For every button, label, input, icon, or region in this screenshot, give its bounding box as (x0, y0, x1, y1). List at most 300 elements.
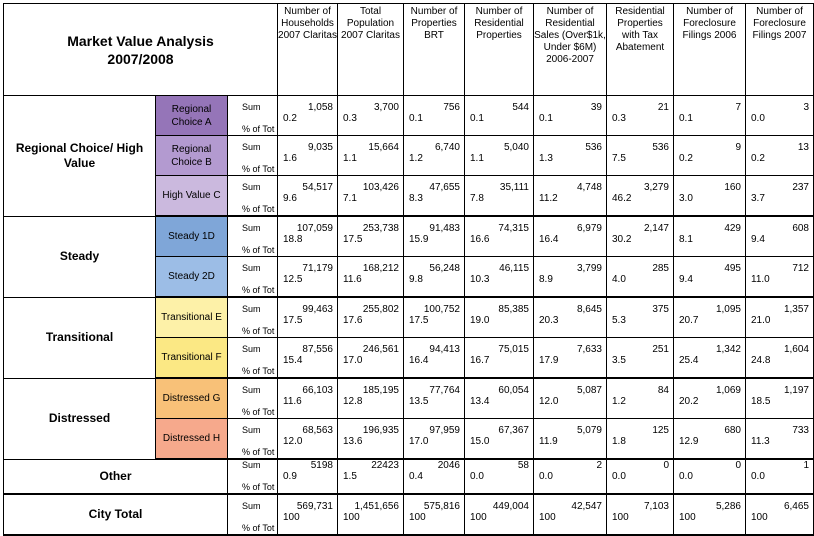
sum-value: 4,748 (576, 182, 602, 193)
pct-value: 1.8 (612, 436, 626, 447)
col-header-properties: Number of Properties BRT (404, 4, 465, 96)
sum-value: 75,015 (498, 344, 529, 355)
sum-value: 6,979 (576, 223, 602, 234)
sum-label: Sum (242, 425, 261, 435)
value-cell (404, 297, 465, 338)
title-line-1: Market Value Analysis (67, 32, 214, 49)
pct-value: 17.5 (283, 315, 303, 326)
sum-label: Sum (242, 385, 261, 395)
market-type-label: Steady 1D (156, 216, 228, 257)
sum-value: 0 (663, 460, 669, 471)
sum-value: 196,935 (362, 425, 399, 436)
sum-value: 94,413 (429, 344, 460, 355)
pct-value: 7.5 (612, 153, 626, 164)
value-cell (465, 338, 534, 379)
pct-value: 16.6 (470, 234, 490, 245)
measure-label (228, 216, 278, 257)
sum-value: 1,342 (715, 344, 741, 355)
pct-value: 20.7 (679, 315, 699, 326)
value-cell (278, 297, 338, 338)
value-cell (746, 257, 814, 298)
value-cell (534, 176, 607, 217)
value-cell (674, 338, 746, 379)
pct-label: % of Tot (242, 204, 275, 214)
table-row (4, 216, 814, 257)
sum-value: 2046 (437, 460, 460, 471)
sum-value: 6,740 (434, 142, 460, 153)
measure-label (228, 378, 278, 419)
sum-value: 160 (724, 182, 741, 193)
pct-value: 15.0 (470, 436, 490, 447)
group-label: Distressed (4, 378, 156, 459)
col-header-foreclosure-2007: Number of Foreclosure Filings 2007 (746, 4, 814, 96)
pct-value: 19.0 (470, 315, 490, 326)
value-cell (534, 216, 607, 257)
measure-label (228, 297, 278, 338)
pct-value: 11.3 (751, 436, 770, 447)
pct-value: 5.3 (612, 315, 626, 326)
sum-value: 495 (724, 263, 741, 274)
pct-value: 13.6 (343, 436, 363, 447)
sum-value: 39 (590, 102, 602, 113)
sum-value: 608 (792, 223, 809, 234)
group-label: Steady (4, 216, 156, 297)
pct-value: 0.0 (751, 113, 765, 124)
sum-value: 125 (652, 425, 669, 436)
value-cell (746, 216, 814, 257)
sum-value: 1,604 (783, 344, 809, 355)
sum-value: 7,633 (576, 344, 602, 355)
sum-value: 680 (724, 425, 741, 436)
value-cell (674, 176, 746, 217)
pct-value: 7.1 (343, 193, 357, 204)
sum-value: 1,069 (715, 385, 741, 396)
pct-value: 16.4 (409, 355, 429, 366)
pct-value: 100 (612, 512, 629, 523)
pct-value: 3.7 (751, 193, 765, 204)
sum-value: 544 (512, 102, 529, 113)
sum-value: 21 (657, 102, 669, 113)
sum-value: 9,035 (307, 142, 333, 153)
sum-value: 56,248 (429, 263, 460, 274)
pct-label: % of Tot (242, 245, 275, 255)
pct-value: 7.8 (470, 193, 484, 204)
sum-value: 1,197 (783, 385, 809, 396)
value-cell (278, 419, 338, 460)
sum-value: 168,212 (362, 263, 399, 274)
value-cell (607, 96, 674, 136)
sum-value: 42,547 (571, 501, 602, 512)
value-cell (338, 419, 404, 460)
value-cell (674, 297, 746, 338)
sum-value: 66,103 (302, 385, 333, 396)
sum-value: 285 (652, 263, 669, 274)
sum-value: 536 (585, 142, 602, 153)
value-cell (674, 419, 746, 460)
market-type-label: Transitional E (156, 297, 228, 338)
table-row (4, 378, 814, 419)
sum-value: 97,959 (429, 425, 460, 436)
value-cell (278, 338, 338, 379)
pct-label: % of Tot (242, 447, 275, 457)
pct-value: 100 (343, 512, 360, 523)
sum-value: 54,517 (302, 182, 333, 193)
sum-value: 107,059 (296, 223, 333, 234)
pct-value: 1.1 (470, 153, 484, 164)
measure-label (228, 136, 278, 176)
value-cell (746, 136, 814, 176)
value-cell (607, 257, 674, 298)
other-label: Other (4, 459, 228, 494)
pct-value: 25.4 (679, 355, 699, 366)
pct-value: 12.0 (539, 396, 559, 407)
pct-value: 17.5 (409, 315, 429, 326)
sum-value: 375 (652, 304, 669, 315)
pct-value: 9.4 (679, 274, 693, 285)
sum-value: 449,004 (492, 501, 529, 512)
sum-value: 756 (443, 102, 460, 113)
sum-value: 2 (596, 460, 602, 471)
value-cell (465, 297, 534, 338)
pct-value: 11.2 (539, 193, 558, 204)
title-line-2: 2007/2008 (107, 50, 174, 67)
value-cell (338, 494, 404, 535)
value-cell (278, 176, 338, 217)
pct-value: 3.5 (612, 355, 626, 366)
sum-label: Sum (242, 142, 261, 152)
table-row (4, 297, 814, 338)
sum-value: 246,561 (362, 344, 399, 355)
col-header-sales: Number of Residential Sales (Over$1k, Under $6M) 2006-2007 (534, 4, 607, 96)
sum-value: 77,764 (429, 385, 460, 396)
value-cell (607, 419, 674, 460)
pct-value: 17.6 (343, 315, 363, 326)
pct-value: 17.5 (343, 234, 363, 245)
value-cell (674, 136, 746, 176)
market-type-label: Distressed G (156, 378, 228, 419)
value-cell (607, 136, 674, 176)
sum-value: 91,483 (429, 223, 460, 234)
pct-value: 100 (470, 512, 487, 523)
value-cell (674, 96, 746, 136)
sum-value: 237 (792, 182, 809, 193)
value-cell (404, 257, 465, 298)
table-row (4, 96, 814, 136)
sum-value: 0 (735, 460, 741, 471)
pct-value: 100 (539, 512, 556, 523)
value-cell (534, 494, 607, 535)
pct-value: 1.1 (343, 153, 357, 164)
col-header-population: Total Population 2007 Claritas (338, 4, 404, 96)
measure-label (228, 176, 278, 217)
pct-value: 18.5 (751, 396, 771, 407)
value-cell (278, 459, 338, 494)
pct-label: % of Tot (242, 326, 275, 336)
value-cell (465, 459, 534, 494)
other-row (4, 459, 814, 494)
sum-value: 103,426 (362, 182, 399, 193)
sum-value: 7 (735, 102, 741, 113)
value-cell (278, 96, 338, 136)
value-cell (674, 494, 746, 535)
value-cell (534, 419, 607, 460)
pct-value: 30.2 (612, 234, 632, 245)
pct-value: 0.3 (343, 113, 357, 124)
value-cell (338, 216, 404, 257)
sum-value: 74,315 (498, 223, 529, 234)
market-type-label: Transitional F (156, 338, 228, 379)
sum-value: 13 (797, 142, 809, 153)
pct-value: 17.0 (409, 436, 429, 447)
pct-value: 1.5 (343, 471, 357, 482)
sum-value: 7,103 (643, 501, 669, 512)
value-cell (338, 378, 404, 419)
pct-value: 20.3 (539, 315, 559, 326)
sum-value: 1,451,656 (354, 501, 399, 512)
sum-value: 71,179 (302, 263, 333, 274)
value-cell (338, 257, 404, 298)
value-cell (404, 216, 465, 257)
sum-value: 185,195 (362, 385, 399, 396)
value-cell (465, 136, 534, 176)
sum-value: 1,058 (307, 102, 333, 113)
value-cell (404, 176, 465, 217)
measure-label (228, 459, 278, 494)
pct-value: 8.9 (539, 274, 553, 285)
sum-value: 46,115 (499, 263, 529, 274)
market-type-label: Regional Choice A (156, 96, 228, 136)
sum-value: 85,385 (498, 304, 529, 315)
sum-value: 67,367 (498, 425, 529, 436)
sum-value: 1 (803, 460, 809, 471)
table-title (4, 4, 278, 96)
pct-value: 9.4 (751, 234, 765, 245)
pct-value: 13.4 (470, 396, 490, 407)
value-cell (278, 216, 338, 257)
value-cell (607, 216, 674, 257)
market-type-label: Steady 2D (156, 257, 228, 298)
measure-label (228, 257, 278, 298)
value-cell (534, 257, 607, 298)
sum-label: Sum (242, 102, 261, 112)
sum-value: 35,111 (499, 182, 529, 193)
sum-value: 5,087 (576, 385, 602, 396)
col-header-abatement: Residential Properties with Tax Abatement (607, 4, 674, 96)
pct-value: 0.0 (751, 471, 765, 482)
pct-value: 0.9 (283, 471, 297, 482)
pct-value: 0.3 (612, 113, 626, 124)
sum-value: 253,738 (362, 223, 399, 234)
pct-value: 3.0 (679, 193, 693, 204)
sum-value: 2,147 (643, 223, 669, 234)
value-cell (338, 459, 404, 494)
pct-value: 0.2 (751, 153, 765, 164)
sum-value: 15,664 (368, 142, 399, 153)
sum-value: 251 (652, 344, 669, 355)
value-cell (465, 257, 534, 298)
pct-value: 0.0 (470, 471, 484, 482)
value-cell (534, 297, 607, 338)
pct-label: % of Tot (242, 124, 275, 134)
value-cell (404, 136, 465, 176)
value-cell (607, 494, 674, 535)
sum-value: 6,465 (783, 501, 809, 512)
sum-value: 3,799 (576, 263, 602, 274)
value-cell (404, 494, 465, 535)
value-cell (746, 494, 814, 535)
pct-value: 1.6 (283, 153, 297, 164)
pct-value: 12.8 (343, 396, 363, 407)
value-cell (338, 176, 404, 217)
pct-value: 18.8 (283, 234, 303, 245)
sum-value: 5,079 (576, 425, 602, 436)
pct-value: 0.0 (679, 471, 693, 482)
value-cell (674, 216, 746, 257)
pct-value: 0.1 (470, 113, 484, 124)
value-cell (534, 136, 607, 176)
value-cell (465, 419, 534, 460)
sum-value: 255,802 (362, 304, 399, 315)
measure-label (228, 96, 278, 136)
total-label: City Total (4, 494, 228, 535)
pct-value: 9.8 (409, 274, 423, 285)
pct-value: 20.2 (679, 396, 699, 407)
sum-label: Sum (242, 344, 261, 354)
sum-value: 3,700 (373, 102, 399, 113)
pct-value: 0.1 (409, 113, 423, 124)
sum-label: Sum (242, 501, 261, 511)
sum-value: 8,645 (576, 304, 602, 315)
sum-value: 58 (517, 460, 529, 471)
value-cell (404, 459, 465, 494)
value-cell (338, 297, 404, 338)
sum-value: 3 (803, 102, 809, 113)
pct-value: 1.2 (409, 153, 423, 164)
value-cell (746, 96, 814, 136)
pct-value: 12.5 (283, 274, 303, 285)
sum-label: Sum (242, 460, 261, 470)
sum-value: 5,040 (503, 142, 529, 153)
measure-label (228, 338, 278, 379)
sum-value: 733 (792, 425, 809, 436)
pct-value: 13.5 (409, 396, 429, 407)
pct-label: % of Tot (242, 164, 275, 174)
sum-value: 9 (735, 142, 741, 153)
market-type-label: High Value C (156, 176, 228, 217)
pct-value: 16.7 (470, 355, 490, 366)
pct-label: % of Tot (242, 482, 275, 492)
value-cell (338, 136, 404, 176)
value-cell (746, 297, 814, 338)
sum-value: 3,279 (643, 182, 669, 193)
sum-value: 5198 (310, 460, 333, 471)
sum-label: Sum (242, 263, 261, 273)
group-label: Transitional (4, 297, 156, 378)
value-cell (278, 494, 338, 535)
col-header-residential: Number of Residential Properties (465, 4, 534, 96)
pct-value: 0.2 (679, 153, 693, 164)
pct-value: 17.0 (343, 355, 363, 366)
pct-value: 17.9 (539, 355, 559, 366)
value-cell (534, 96, 607, 136)
value-cell (338, 96, 404, 136)
value-cell (674, 459, 746, 494)
value-cell (465, 494, 534, 535)
sum-value: 47,655 (429, 182, 460, 193)
market-type-label: Regional Choice B (156, 136, 228, 176)
value-cell (278, 378, 338, 419)
col-header-households: Number of Households 2007 Claritas (278, 4, 338, 96)
pct-value: 0.4 (409, 471, 423, 482)
market-type-label: Distressed H (156, 419, 228, 460)
sum-value: 536 (652, 142, 669, 153)
sum-value: 87,556 (302, 344, 333, 355)
value-cell (338, 338, 404, 379)
sum-value: 99,463 (302, 304, 333, 315)
pct-value: 8.1 (679, 234, 693, 245)
pct-value: 11.9 (539, 436, 558, 447)
sum-value: 575,816 (423, 501, 460, 512)
value-cell (404, 419, 465, 460)
pct-value: 11.6 (283, 396, 302, 407)
pct-value: 46.2 (612, 193, 632, 204)
value-cell (404, 378, 465, 419)
pct-label: % of Tot (242, 407, 275, 417)
pct-value: 10.3 (470, 274, 490, 285)
pct-value: 0.0 (612, 471, 626, 482)
value-cell (607, 297, 674, 338)
pct-value: 24.8 (751, 355, 771, 366)
group-label: Regional Choice/ High Value (4, 96, 156, 217)
pct-value: 21.0 (751, 315, 771, 326)
pct-value: 100 (679, 512, 696, 523)
value-cell (465, 96, 534, 136)
value-cell (746, 176, 814, 217)
sum-value: 712 (792, 263, 809, 274)
pct-value: 11.0 (751, 274, 770, 285)
pct-value: 4.0 (612, 274, 626, 285)
sum-label: Sum (242, 182, 261, 192)
value-cell (278, 257, 338, 298)
pct-label: % of Tot (242, 285, 275, 295)
city-total-row (4, 494, 814, 535)
pct-value: 0.2 (283, 113, 297, 124)
sum-value: 5,286 (715, 501, 741, 512)
measure-label (228, 419, 278, 460)
value-cell (404, 338, 465, 379)
pct-value: 15.9 (409, 234, 429, 245)
header-row (4, 4, 814, 96)
sum-label: Sum (242, 304, 261, 314)
measure-label (228, 494, 278, 535)
col-header-foreclosure-2006: Number of Foreclosure Filings 2006 (674, 4, 746, 96)
pct-value: 0.1 (679, 113, 693, 124)
value-cell (534, 378, 607, 419)
value-cell (465, 216, 534, 257)
sum-value: 84 (657, 385, 669, 396)
value-cell (674, 257, 746, 298)
value-cell (404, 96, 465, 136)
pct-label: % of Tot (242, 366, 275, 376)
pct-value: 12.0 (283, 436, 303, 447)
sum-value: 569,731 (296, 501, 333, 512)
value-cell (674, 378, 746, 419)
value-cell (746, 419, 814, 460)
pct-value: 8.3 (409, 193, 423, 204)
sum-value: 100,752 (423, 304, 460, 315)
value-cell (746, 378, 814, 419)
sum-value: 68,563 (302, 425, 333, 436)
